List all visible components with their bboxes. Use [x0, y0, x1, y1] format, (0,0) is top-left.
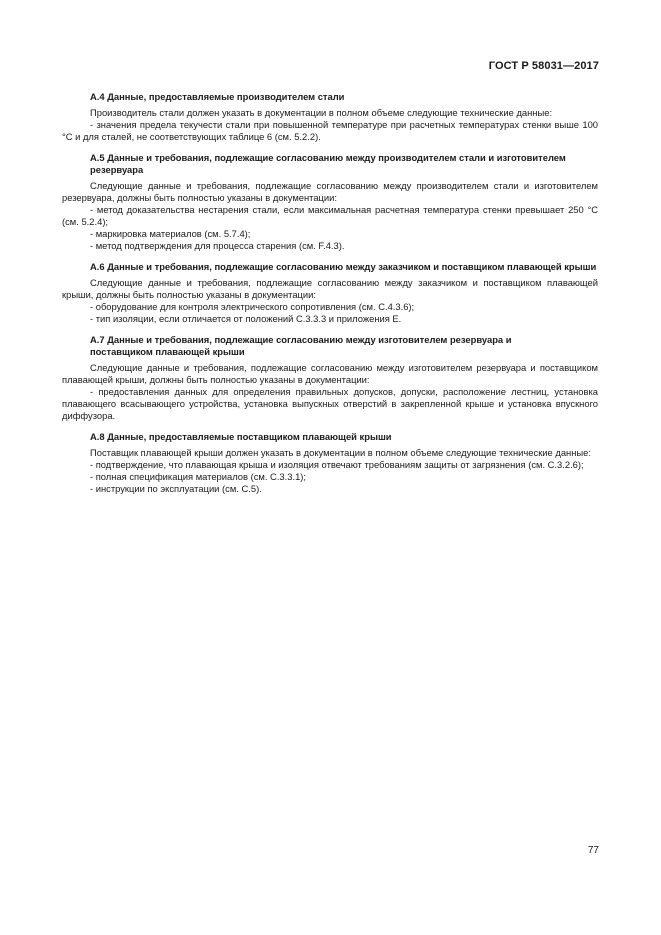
section-a5 — [62, 152, 598, 252]
standard-header: ГОСТ Р 58031—2017 — [488, 60, 599, 72]
section-intro: Следующие данные и требования, подлежащие согласованию между производителем стали и изготовителем резервуара, должны быть полностью указаны в документации: — [62, 180, 598, 203]
list-item: - метод доказательства нестарения стали, если максимальная расчетная температура стенки превышает 250 °С (см. 5.2.4); — [62, 204, 598, 227]
list-item: - тип изоляции, если отличается от положений С.3.3.3 и приложения Е. — [90, 313, 402, 324]
list-item: - инструкции по эксплуатации (см. С.5). — [90, 483, 262, 494]
list-item: - метод подтверждения для процесса старения (см. F.4.3). — [90, 240, 345, 251]
list-item: - оборудование для контроля электрического сопротивления (см. С.4.3.6); — [90, 301, 415, 312]
section-intro: Следующие данные и требования, подлежащие согласованию между заказчиком и поставщиком плавающей крыши, должны быть полностью указаны в документации: — [62, 277, 598, 300]
page-number: 77 — [587, 845, 599, 856]
section-title: А.7 Данные и требования, подлежащие согласованию между изготовителем резервуара и поставщиком плавающей крыши — [90, 334, 512, 357]
section-title: А.5 Данные и требования, подлежащие согласованию между производителем стали и изготовителем резервуара — [90, 152, 566, 175]
list-item: - предоставления данных для определения правильных допусков, допуски, расположение лестниц, установка плавающего всасывающего устройства, установка выпускных отверстий в закрепленной крыше и установка впускного диффузора. — [62, 386, 598, 421]
section-intro: Следующие данные и требования, подлежащие согласованию между изготовителем резервуара и поставщиком плавающей крыши, должны быть полностью указаны в документации: — [62, 362, 598, 385]
section-a6 — [62, 261, 598, 325]
section-title: А.8 Данные, предоставляемые поставщиком плавающей крыши — [90, 431, 392, 442]
section-title: А.4 Данные, предоставляемые производителем стали — [90, 91, 345, 102]
list-item: - подтверждение, что плавающая крыша и изоляция отвечают требованиям защиты от загрязнения (см. С.3.2.6); — [90, 459, 584, 470]
section-intro: Поставщик плавающей крыши должен указать в документации в полном объеме следующие технические данные: — [90, 447, 591, 458]
section-a7 — [62, 334, 598, 422]
section-a4 — [62, 91, 598, 143]
section-a8 — [62, 431, 598, 495]
section-intro: Производитель стали должен указать в документации в полном объеме следующие технические данные: — [90, 107, 553, 118]
document-body — [62, 91, 598, 504]
list-item: - полная спецификация материалов (см. С.3.3.1); — [90, 471, 307, 482]
list-item: - маркировка материалов (см. 5.7.4); — [90, 228, 251, 239]
list-item: - значения предела текучести стали при повышенной температуре при расчетных температурах стенки выше 100 °С и для сталей, не соответствующих таблице 6 (см. 5.2.2). — [62, 119, 598, 142]
section-title: А.6 Данные и требования, подлежащие согласованию между заказчиком и поставщиком плавающей крыши — [90, 261, 597, 272]
